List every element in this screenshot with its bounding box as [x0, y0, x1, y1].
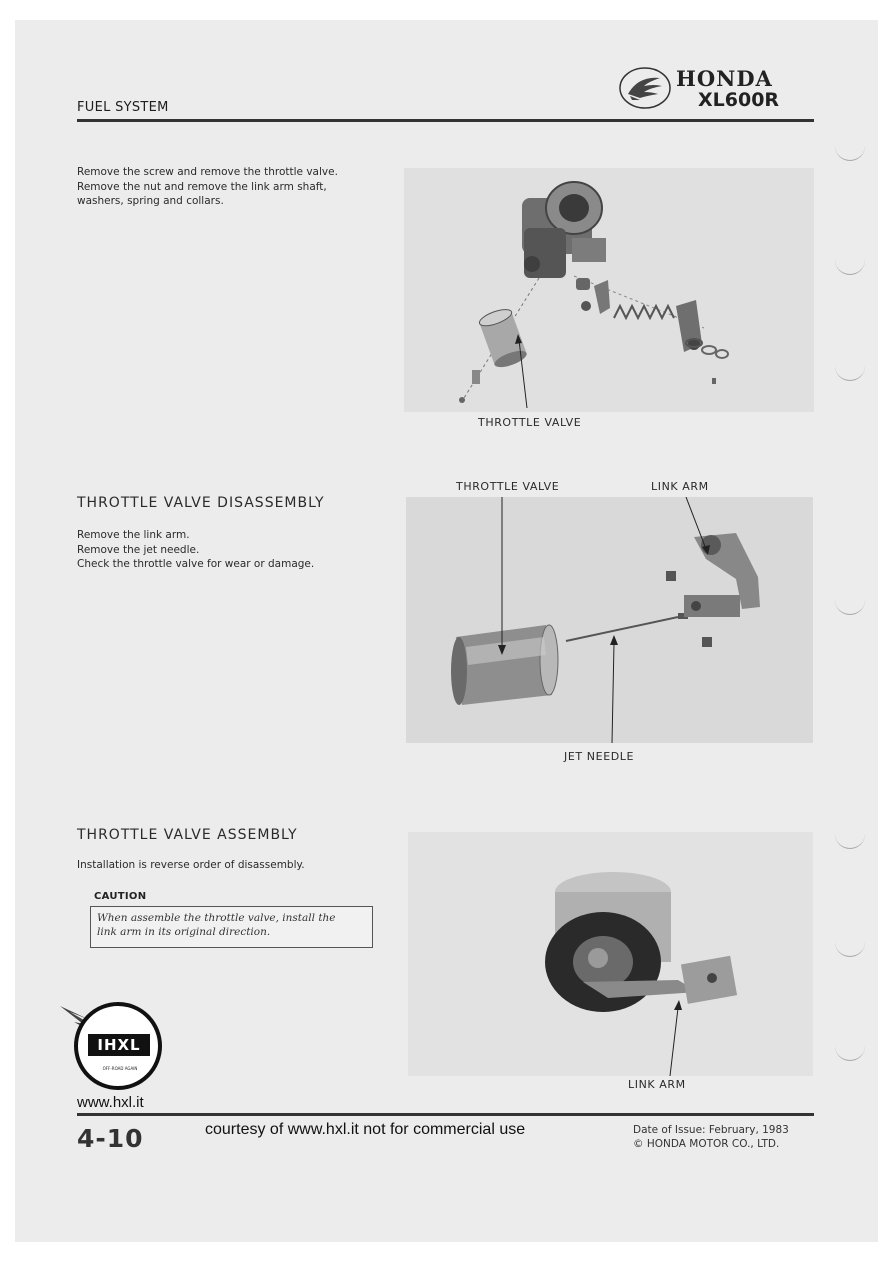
caution-line: When assemble the throttle valve, install the [97, 912, 336, 924]
hxl-logo [60, 1000, 170, 1092]
assembled-valve-illustration [545, 872, 737, 1012]
assembly-text: Installation is reverse order of disassembly. [77, 859, 305, 871]
figure-throttle-valve-assembled [408, 832, 813, 1076]
leader-throttle-valve-fig1 [404, 168, 814, 428]
label-link-arm-2: LINK ARM [651, 480, 709, 493]
intro-paragraph [77, 165, 379, 209]
honda-wing-logo [618, 66, 672, 110]
copyright: © HONDA MOTOR CO., LTD. [633, 1138, 780, 1150]
caution-box [90, 906, 373, 948]
section-title: FUEL SYSTEM [77, 100, 169, 115]
heading-disassembly: THROTTLE VALVE DISASSEMBLY [77, 495, 325, 511]
model-name: XL600R [698, 89, 780, 111]
label-link-arm-3: LINK ARM [628, 1078, 686, 1091]
intro-line: washers, spring and collars. [77, 195, 224, 207]
label-jet-needle: JET NEEDLE [564, 750, 635, 763]
footer-rule [77, 1113, 814, 1116]
watermark-url[interactable]: www.hxl.it [77, 1094, 144, 1111]
courtesy-notice: courtesy of www.hxl.it not for commercial use [205, 1121, 526, 1138]
caution-line: link arm in its original direction. [97, 926, 271, 938]
step-line: Check the throttle valve for wear or damage. [77, 558, 315, 570]
heading-assembly: THROTTLE VALVE ASSEMBLY [77, 827, 298, 843]
date-of-issue: Date of Issue: February, 1983 [633, 1124, 789, 1136]
figure-throttle-valve-parts [406, 497, 813, 743]
hxl-logo-text: IHXL [97, 1036, 141, 1054]
hxl-logo-tagline: OFF-ROAD AGAIN [102, 1066, 138, 1071]
caution-title: CAUTION [94, 891, 147, 902]
intro-line: Remove the nut and remove the link arm shaft, [77, 180, 327, 193]
label-throttle-valve-2: THROTTLE VALVE [456, 480, 560, 493]
step-line: Remove the link arm. [77, 529, 190, 541]
intro-line: Remove the screw and remove the throttle valve. [77, 166, 338, 178]
step-line: Remove the jet needle. [77, 543, 200, 556]
label-throttle-valve-1: THROTTLE VALVE [478, 416, 582, 429]
link-arm-illustration [684, 533, 760, 617]
page-number: 4-10 [77, 1124, 144, 1153]
brand-name: HONDA [676, 66, 773, 91]
caution-text [91, 907, 372, 943]
disassembly-steps [77, 528, 377, 572]
header-rule [77, 119, 814, 122]
throttle-valve-cylinder-illustration [451, 625, 558, 705]
